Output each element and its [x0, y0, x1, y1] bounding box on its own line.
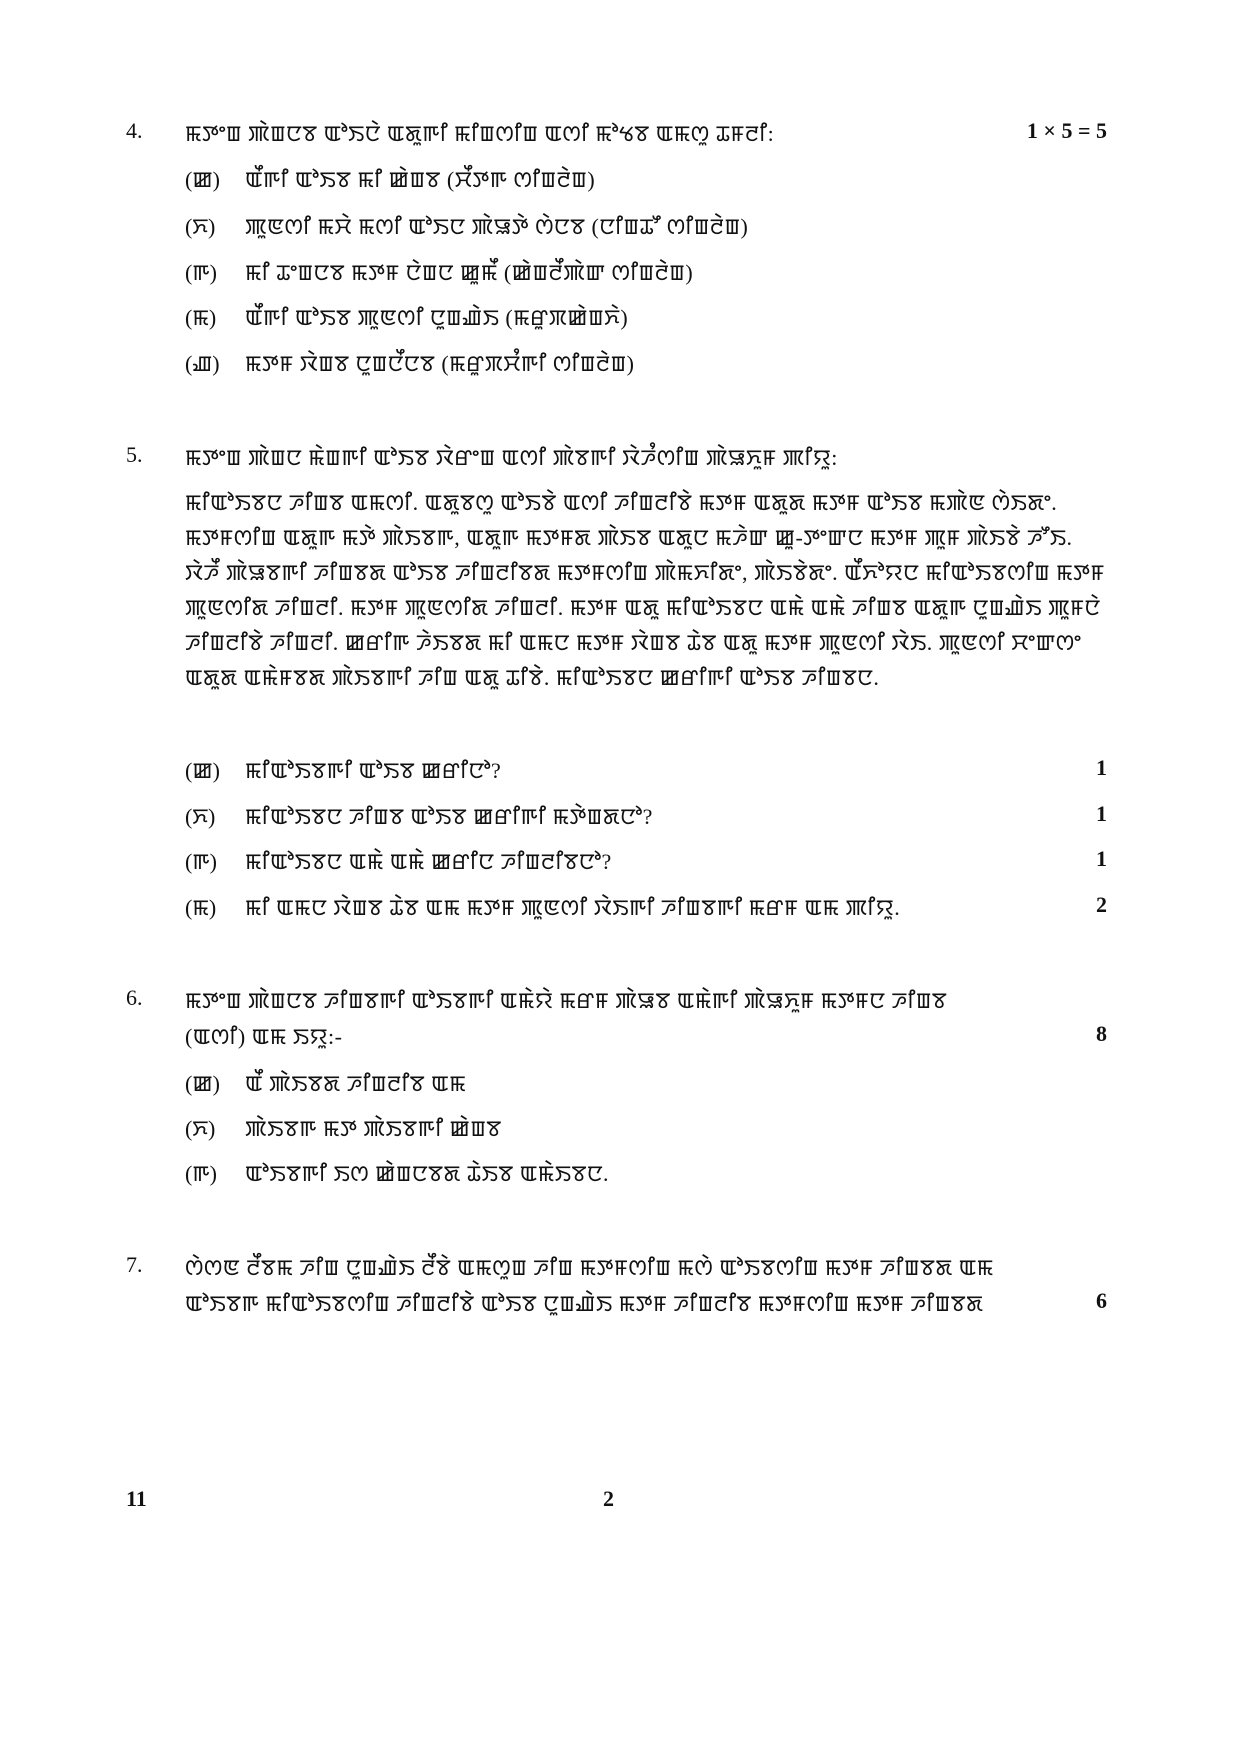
q6-option-text: ꯑꯣꯏꯕꯒꯤ ꯏꯁ ꯀꯥꯡꯅꯕꯗ ꯊꯥꯏꯕ ꯑꯃꯥꯏꯕꯅ. — [245, 1161, 610, 1186]
q4-option-label: (ꯃ) — [185, 305, 217, 330]
q4-option-text: ꯑꯩꯒꯤ ꯑꯣꯏꯕ ꯄꯨꯟꯁꯤ ꯅꯨꯡꯉꯥꯏ (ꯃꯔꯨꯞꯀꯥꯡꯈꯥ) — [245, 305, 629, 330]
q6-option-label: (ꯀ) — [185, 1071, 220, 1096]
question-6-number: 6. — [126, 985, 143, 1010]
question-5-text: ꯃꯇꯦꯡ ꯄꯥꯡꯅ ꯃꯥꯡꯒꯤ ꯑꯣꯏꯕ ꯋꯥꯔꯦꯡ ꯑꯁꯤ ꯄꯥꯕꯒꯤ ꯋꯥꯍꯪꯁꯤꯡ ꯄꯥꯎꯈꯨꯝ ꯄꯤꯌꯨ: — [185, 445, 838, 470]
question-7-number: 7. — [126, 1252, 143, 1277]
question-7-text-continued: ꯑꯣꯏꯕꯒ ꯃꯤꯑꯣꯏꯕꯁꯤꯡ ꯍꯤꯡꯂꯤꯕꯥ ꯑꯣꯏꯕ ꯅꯨꯡꯉꯥꯏ ꯃꯇꯝ ꯍꯤꯡꯂꯤꯕ ꯃꯇꯝꯁꯤꯡ ꯃꯇꯝ ꯍꯤꯡꯕꯗ — [185, 1291, 984, 1316]
question-4-number: 4. — [126, 118, 143, 143]
q4-option-text: ꯃꯤ ꯊꯦꯡꯅꯕ ꯃꯇꯝ ꯅꯥꯡꯅ ꯀꯨꯃꯩ (ꯀꯥꯡꯂꯩꯄꯥꯛ ꯁꯤꯡꯂꯥꯡ) — [245, 260, 694, 285]
q4-option-label: (ꯒ) — [185, 260, 217, 285]
question-6-text-continued: (ꯑꯁꯤ) ꯑꯃ ꯏꯌꯨ:- — [185, 1024, 343, 1049]
q4-option-text: ꯑꯩꯒꯤ ꯑꯣꯏꯕ ꯃꯤ ꯀꯥꯡꯕ (ꯆꯩꯇꯒ ꯁꯤꯡꯂꯥꯡ) — [245, 167, 596, 192]
q4-option-text: ꯄꯨꯟꯁꯤ ꯃꯆꯥ ꯃꯁꯤ ꯑꯣꯏꯅ ꯄꯥꯎꯇꯥ ꯁꯥꯅꯕ (ꯅꯤꯡꯊꯧ ꯁꯤꯡꯂꯥꯡ) — [245, 214, 749, 239]
question-6-marks: 8 — [1096, 1021, 1107, 1046]
q5-option-label: (ꯒ) — [185, 849, 217, 874]
q5-option-marks: 1 — [1096, 755, 1107, 780]
q5-option-text: ꯃꯤꯑꯣꯏꯕꯅ ꯍꯤꯡꯕ ꯑꯣꯏꯕ ꯀꯔꯤꯒꯤ ꯃꯇꯥꯡꯗꯅꯣ? — [245, 804, 653, 829]
q6-option-label: (ꯒ) — [185, 1161, 217, 1186]
q5-option-marks: 1 — [1096, 801, 1107, 826]
q4-option-label: (ꯀ) — [185, 167, 220, 192]
q5-option-text: ꯃꯤꯑꯣꯏꯕꯅ ꯑꯃꯥ ꯑꯃꯥ ꯀꯔꯤꯅ ꯍꯤꯡꯂꯤꯕꯅꯣ? — [245, 849, 612, 874]
question-7-marks: 6 — [1096, 1288, 1107, 1313]
q5-option-label: (ꯃ) — [185, 895, 217, 920]
question-5-passage: ꯃꯤꯑꯣꯏꯕꯅ ꯍꯤꯡꯕ ꯑꯃꯁꯤ. ꯑꯗꯨꯕꯁꯨ ꯑꯣꯏꯕꯥ ꯑꯁꯤ ꯍꯤꯡꯂꯤꯕꯥ ꯃꯇꯝ ꯑꯗꯨꯗ ꯃꯇꯝ ꯑꯣꯏꯕ ꯃꯄꯥꯟ ꯁꯥꯏꯗꯦ. ꯃꯇꯝꯁꯤꯡ ꯑꯗꯨꯒ ꯃꯇꯥ ꯄꯥꯏꯕꯒ, ꯑꯗꯨꯒ ꯃꯇꯝꯗ ꯄꯥꯏꯕ ꯑꯗꯨꯅ ꯃꯍꯥꯛ ꯀꯨ-ꯇꯦꯛꯅ ꯃꯇꯝ ꯄꯨꯝ ꯄꯥꯏꯕꯥ ꯍꯧꯏ. ꯋꯥꯍꯩ ꯄꯥꯎꯕꯒꯤ ꯍꯤꯡꯕꯗ ꯑꯣꯏꯕ ꯍꯤꯡꯂꯤꯕꯗ ꯃꯇꯝꯁꯤꯡ ꯄꯥꯃꯈꯤꯗꯦ, ꯄꯥꯏꯕꯥꯗꯦ. ꯑꯩꯈꯣꯌꯅ ꯃꯤꯑꯣꯏꯕꯁꯤꯡ ꯃꯇꯝ ꯄꯨꯟꯁꯤꯗ ꯍꯤꯡꯂꯤ. ꯃꯇꯝ ꯄꯨꯟꯁꯤꯗ ꯍꯤꯡꯂꯤ. ꯃꯇꯝ ꯑꯗꯨ ꯃꯤꯑꯣꯏꯕꯅ ꯑꯃꯥ ꯑꯃꯥ ꯍꯤꯡꯕ ꯑꯗꯨꯒ ꯅꯨꯡꯉꯥꯏ ꯄꯨꯝꯅꯥ ꯍꯤꯡꯂꯤꯕꯥ ꯍꯤꯡꯂꯤ. ꯀꯔꯤꯒ ꯍꯥꯏꯕꯗ ꯃꯤ ꯑꯃꯅ ꯃꯇꯝ ꯋꯥꯡꯕ ꯊꯥꯕ ꯑꯗꯨ ꯃꯇꯝ ꯄꯨꯟꯁꯤ ꯋꯥꯏ. ꯄꯨꯟꯁꯤ ꯆꯦꯛꯁꯦ ꯑꯗꯨꯗ ꯑꯃꯥꯝꯕꯗ ꯄꯥꯏꯕꯒꯤ ꯍꯤꯡ ꯑꯗꯨ ꯊꯤꯕꯥ. ꯃꯤꯑꯣꯏꯕꯅ ꯀꯔꯤꯒꯤ ꯑꯣꯏꯕ ꯍꯤꯡꯕꯅ. — [185, 490, 1105, 690]
q4-option-text: ꯃꯇꯝ ꯋꯥꯡꯕ ꯅꯨꯡꯅꯩꯅꯕ (ꯃꯔꯨꯞꯆꯪꯒꯤ ꯁꯤꯡꯂꯥꯡ) — [245, 351, 635, 376]
q5-option-marks: 1 — [1096, 846, 1107, 871]
q5-option-text: ꯃꯤ ꯑꯃꯅ ꯋꯥꯡꯕ ꯊꯥꯕ ꯑꯃ ꯃꯇꯝ ꯄꯨꯟꯁꯤ ꯋꯥꯏꯒꯤ ꯍꯤꯡꯕꯒꯤ ꯃꯔꯝ ꯑꯃ ꯄꯤꯌꯨ. — [245, 895, 901, 920]
q5-option-label: (ꯈ) — [185, 804, 216, 829]
question-4-marks: 1 × 5 = 5 — [1026, 118, 1107, 143]
question-6-text: ꯃꯇꯦꯡ ꯄꯥꯡꯅꯕ ꯍꯤꯡꯕꯒꯤ ꯑꯣꯏꯕꯒꯤ ꯑꯃꯥꯌꯥ ꯃꯔꯝ ꯄꯥꯎꯕ ꯑꯃꯥꯒꯤ ꯄꯥꯎꯈꯨꯝ ꯃꯇꯝꯅ ꯍꯤꯡꯕ — [185, 988, 948, 1013]
page-number: 2 — [603, 1486, 614, 1511]
q4-option-label: (ꯉ) — [185, 351, 220, 376]
q6-option-text: ꯄꯥꯏꯕꯒ ꯃꯇ ꯄꯥꯏꯕꯒꯤ ꯀꯥꯡꯕ — [245, 1116, 502, 1141]
q5-option-label: (ꯀ) — [185, 758, 220, 783]
q6-option-label: (ꯈ) — [185, 1116, 216, 1141]
q5-option-marks: 2 — [1096, 892, 1107, 917]
paper-code: 11 — [126, 1486, 147, 1511]
question-5-number: 5. — [126, 442, 143, 467]
q6-option-text: ꯑꯩ ꯄꯥꯏꯕꯗ ꯍꯤꯡꯂꯤꯕ ꯑꯃ — [245, 1071, 467, 1096]
question-7-text: ꯁꯥꯁꯟ ꯂꯩꯕꯃ ꯍꯤꯡ ꯅꯨꯡꯉꯥꯏ ꯂꯩꯕꯥ ꯑꯃꯁꯨꯡ ꯍꯤꯡ ꯃꯇꯝꯁꯤꯡ ꯃꯁꯥ ꯑꯣꯏꯕꯁꯤꯡ ꯃꯇꯝ ꯍꯤꯡꯕꯗ ꯑꯃ — [185, 1255, 994, 1280]
q5-option-text: ꯃꯤꯑꯣꯏꯕꯒꯤ ꯑꯣꯏꯕ ꯀꯔꯤꯅꯣ? — [245, 758, 502, 783]
q4-option-label: (ꯈ) — [185, 214, 216, 239]
question-4-text: ꯃꯇꯦꯡ ꯄꯥꯡꯅꯕ ꯑꯣꯏꯅꯥ ꯑꯗꯨꯒꯤ ꯃꯤꯡꯁꯤꯡ ꯑꯁꯤ ꯃꯣꯠꯕ ꯑꯃꯁꯨ ꯊꯝꯂꯤ: — [185, 121, 775, 146]
